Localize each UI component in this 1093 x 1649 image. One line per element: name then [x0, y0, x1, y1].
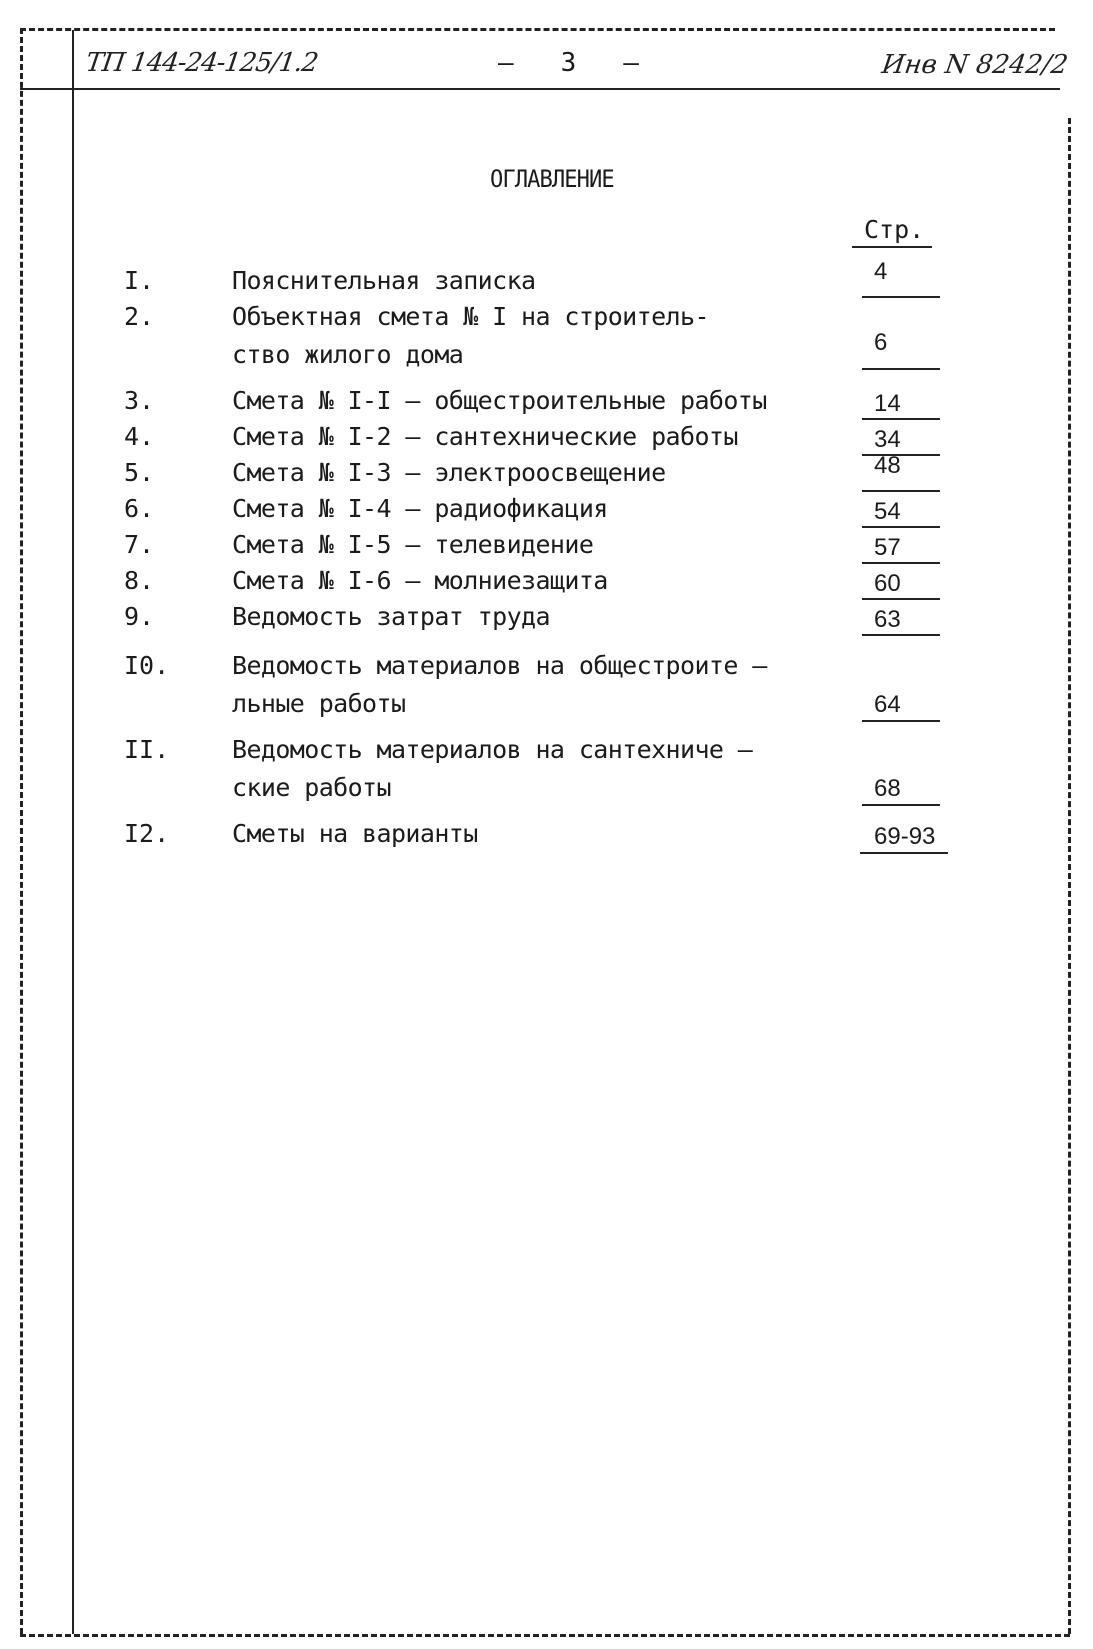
toc-entry-number: 4.: [124, 422, 155, 451]
toc-entry-number: I0.: [124, 651, 170, 680]
toc-page-underline: [862, 804, 940, 806]
toc-entry-number: I.: [124, 266, 155, 295]
toc-entry-title: Смета № I-6 – молниезащита: [232, 566, 608, 595]
toc-entry-title: Смета № I-I – общестроительные работы: [232, 386, 767, 415]
toc-entry-page: 64: [874, 691, 901, 718]
toc-entry-title: Объектная смета № I на строитель- ство жилого дома: [232, 302, 709, 369]
toc-page-underline: [862, 720, 940, 722]
toc-entry-title: Смета № I-2 – сантехнические работы: [232, 422, 738, 451]
toc-entry-number: II.: [124, 735, 170, 764]
toc-entry-title: Сметы на варианты: [232, 819, 478, 848]
toc-entry-title: Смета № I-4 – радиофикация: [232, 494, 608, 523]
toc-page-underline: [862, 296, 940, 298]
toc-page-underline: [862, 526, 940, 528]
toc-page-underline: [862, 368, 940, 370]
toc-page-underline: [862, 490, 940, 492]
toc-entry-page: 57: [874, 534, 901, 561]
toc-entry-page: 6: [874, 329, 888, 356]
frame-right-border: [1068, 118, 1071, 1634]
toc-entry-number: 2.: [124, 302, 155, 331]
toc-entry-number: 8.: [124, 566, 155, 595]
toc-entry-number: 6.: [124, 494, 155, 523]
inventory-number: Инв N 8242/2: [879, 50, 1070, 80]
toc-entry-number: I2.: [124, 819, 170, 848]
toc-entry-page: 60: [874, 570, 901, 597]
toc-entry-number: 7.: [124, 530, 155, 559]
toc-entry-page: 14: [874, 390, 901, 417]
toc-entry-number: 9.: [124, 602, 155, 631]
page-number-block: – 3 –: [498, 48, 639, 78]
frame-top-border: [20, 28, 1055, 31]
toc-entry-page: 4: [874, 258, 888, 285]
page-column-header: Стр.: [852, 215, 932, 248]
page-number: 3: [560, 48, 577, 78]
toc-entry-title: Ведомость затрат труда: [232, 602, 550, 631]
page-title: ОГЛАВЛЕНИЕ: [490, 165, 614, 193]
frame-left-border: [20, 28, 23, 1634]
toc-entry-title: Пояснительная записка: [232, 266, 536, 295]
toc-page-underline: [860, 852, 948, 854]
toc-page-underline: [862, 418, 940, 420]
toc-entry-number: 5.: [124, 458, 155, 487]
binding-margin-line: [72, 30, 74, 1634]
toc-entry-page: 34: [874, 426, 901, 453]
toc-entry-title: Ведомость материалов на общестроите – льные работы: [232, 651, 767, 718]
frame-bottom-border: [20, 1634, 1070, 1637]
toc-entry-title: Смета № I-3 – электроосвещение: [232, 458, 666, 487]
toc-entry-title: Смета № I-5 – телевидение: [232, 530, 594, 559]
toc-entry-title: Ведомость материалов на сантехниче – ские работы: [232, 735, 753, 802]
toc-entry-number: 3.: [124, 386, 155, 415]
toc-entry-page: 54: [874, 498, 901, 525]
header-rule: [20, 88, 1060, 90]
toc-entry-page: 48: [874, 452, 901, 479]
toc-entry-page: 68: [874, 775, 901, 802]
toc-entry-page: 63: [874, 606, 901, 633]
toc-page-underline: [862, 634, 940, 636]
doc-code: ТП 144-24-125/1.2: [83, 48, 320, 78]
toc-page-underline: [862, 598, 940, 600]
toc-page-underline: [862, 562, 940, 564]
toc-entry-page: 69-93: [874, 823, 936, 850]
